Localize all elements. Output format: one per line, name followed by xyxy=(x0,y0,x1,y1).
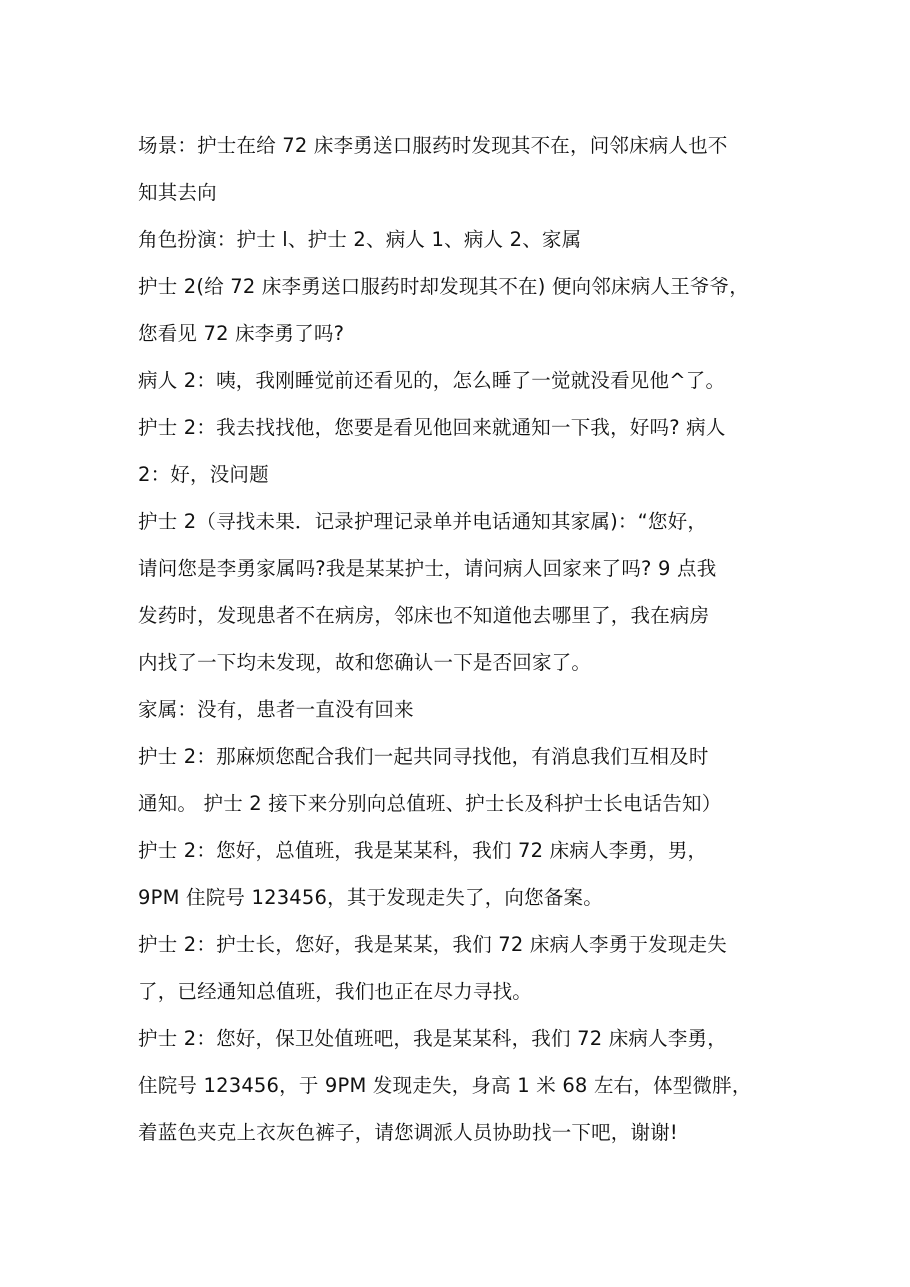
document-body xyxy=(138,122,788,1156)
text-line: 2：好，没问题 xyxy=(138,463,269,486)
text-line: 护士 2（寻找未果．记录护理记录单并电话通知其家属)：“您好， xyxy=(138,510,708,533)
text-line: 着蓝色夹克上衣灰色裤子，请您调派人员协助找一下吧，谢谢! xyxy=(138,1121,678,1144)
text-line: 住院号 123456，于 9PM 发现走失，身高 1 米 68 左右，体型微胖， xyxy=(138,1074,752,1097)
text-line: 护士 2：您好，保卫处值班吧，我是某某科，我们 72 床病人李勇， xyxy=(138,1027,727,1050)
text-line: 护士 2：我去找找他，您要是看见他回来就通知一下我，好吗? 病人 xyxy=(138,416,726,439)
text-line: 了，已经通知总值班，我们也正在尽力寻找。 xyxy=(138,980,533,1003)
text-line: 护士 2：那麻烦您配合我们一起共同寻找他，有消息我们互相及时 xyxy=(138,745,709,768)
text-line: 内找了一下均未发现，故和您确认一下是否回家了。 xyxy=(138,651,592,674)
text-line: 场景：护士在给 72 床李勇送口服药时发现其不在，问邻床病人也不 xyxy=(138,134,728,157)
text-line: 护士 2：护士长，您好，我是某某，我们 72 床病人李勇于发现走失 xyxy=(138,933,727,956)
text-line: 角色扮演：护士 l、护士 2、病人 1、病人 2、家属 xyxy=(138,228,582,251)
text-line: 护士 2(给 72 床李勇送口服药时却发现其不在) 便向邻床病人王爷爷， xyxy=(138,275,749,298)
text-line: 知其去向 xyxy=(138,181,217,204)
text-line: 病人 2：咦，我刚睡觉前还看见的，怎么睡了一觉就没看见他^了。 xyxy=(138,369,726,392)
text-line: 发药时，发现患者不在病房，邻床也不知道他去哪里了，我在病房 xyxy=(138,604,710,627)
text-line: 请问您是李勇家属吗?我是某某护士，请问病人回家来了吗? 9 点我 xyxy=(138,557,717,580)
text-line: 您看见 72 床李勇了吗? xyxy=(138,322,345,345)
text-line: 家属：没有，患者一直没有回来 xyxy=(138,698,414,721)
text-line: 护士 2：您好，总值班，我是某某科，我们 72 床病人李勇，男， xyxy=(138,839,708,862)
text-line: 通知。 护士 2 接下来分别向总值班、护士长及科护士长电话告知） xyxy=(138,792,722,815)
text-line: 9PM 住院号 123456，其于发现走失了，向您备案。 xyxy=(138,886,603,909)
